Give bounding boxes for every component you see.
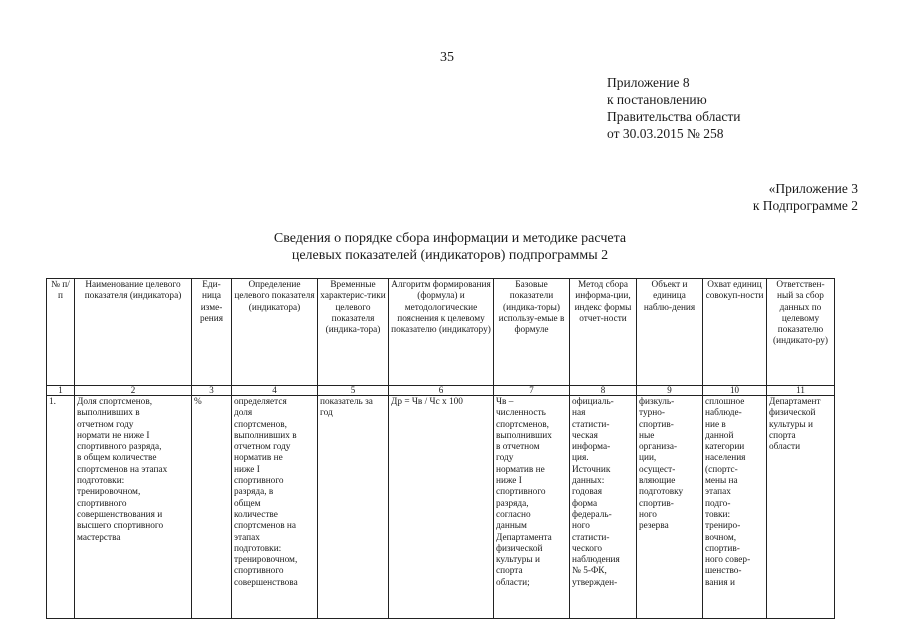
cell-line: наблюдения [572, 555, 620, 566]
cell-line: Источник [572, 464, 611, 475]
cell-line: спортсменов, [496, 419, 549, 430]
cell-line: трениро- [705, 521, 741, 532]
title-line: Сведения о порядке сбора информации и методике расчета [273, 231, 627, 246]
cell-line: разряда, в [234, 487, 274, 498]
cell-line: вочном, [705, 532, 737, 543]
definition [232, 396, 318, 619]
cell-line: ции, [639, 453, 657, 464]
collection-method [570, 396, 637, 619]
cell-line: общем [234, 498, 261, 509]
cell-line: спорта [769, 430, 796, 441]
cell-line: спортивного [234, 476, 284, 487]
cell-line: культуры и [496, 555, 540, 566]
cell-line: численность [496, 408, 546, 419]
cell-line: статисти- [572, 419, 610, 430]
sub-appendix-line: «Приложение 3 [768, 181, 858, 196]
cell-line: выполнивших в [234, 430, 297, 441]
cell-line: спортивного [496, 487, 546, 498]
cell-line: шенство- [705, 566, 742, 577]
column-number: 2 [75, 386, 192, 396]
header-cell-time: Временные характерис-тики целевого показателя (индика-тора) [318, 279, 389, 386]
cell-line: спортивного [77, 498, 127, 509]
unit-text: % [194, 397, 202, 407]
cell-line: спортсменов на этапах [77, 464, 168, 475]
responsible-text [769, 397, 832, 617]
coverage [703, 396, 767, 619]
cell-line: выполнивших в [77, 408, 140, 419]
cell-line: спортивного разряда, [77, 442, 162, 453]
column-number: 7 [494, 386, 570, 396]
cell-line: культуры и [769, 419, 813, 430]
formula [389, 396, 494, 619]
formula-text: Др = Чв / Чс х 100 [391, 397, 463, 407]
cell-line: наблюде- [705, 408, 742, 419]
cell-line: турно- [639, 408, 665, 419]
column-number-row [47, 386, 835, 396]
cell-line: спортив- [705, 543, 740, 554]
cell-line: подготовки: [234, 543, 282, 554]
cell-line: этапах [705, 487, 731, 498]
appendix-line: от 30.03.2015 № 258 [607, 126, 724, 141]
table-row [47, 396, 835, 619]
column-number: 5 [318, 386, 389, 396]
cell-line: ного совер- [705, 555, 751, 566]
cell-line: спортсменов, [234, 419, 287, 430]
cell-line: нормати не ниже I [77, 430, 150, 441]
unit [192, 396, 232, 619]
indicators-table-wrapper [46, 278, 835, 619]
cell-line: в отчетном [496, 442, 540, 453]
cell-line: этапах [234, 532, 260, 543]
object-text [639, 397, 700, 617]
cell-line: ные [639, 430, 655, 441]
cell-line: данной [705, 430, 734, 441]
cell-line: Доля спортсменов, [77, 397, 153, 407]
cell-line: товки: [705, 509, 731, 520]
cell-line: данных: [572, 476, 605, 487]
cell-line: организа- [639, 442, 678, 453]
cell-line: спортив- [639, 498, 674, 509]
header-cell-base: Базовые показатели (индика-торы) использу-емые в формуле [494, 279, 570, 386]
row-number [47, 396, 75, 619]
time-text [320, 397, 386, 617]
cell-line: вляющие [639, 476, 676, 487]
cell-line: ние в [705, 419, 726, 430]
cell-line: высшего спортивного [77, 521, 164, 532]
cell-line: утвержден- [572, 577, 618, 588]
cell-line: спортив- [639, 419, 674, 430]
cell-line: показатель за [320, 397, 373, 407]
cell-line: отчетном году [234, 442, 291, 453]
coverage-text [705, 397, 764, 617]
base-text [496, 397, 567, 617]
cell-line: Департамента [496, 532, 552, 543]
column-number: 3 [192, 386, 232, 396]
cell-line: ного [639, 509, 657, 520]
cell-line: данным [496, 521, 527, 532]
cell-line: физической [769, 408, 816, 419]
header-cell-object: Объект и единица наблю-дения [637, 279, 703, 386]
cell-line: ческая [572, 430, 598, 441]
cell-line: выполнивших [496, 430, 552, 441]
cell-line: тренировочном, [77, 487, 141, 498]
cell-line: подго- [705, 498, 731, 509]
row-number-text: 1. [49, 397, 56, 407]
cell-line: год [320, 408, 333, 419]
cell-line: форма [572, 498, 598, 509]
method-text [572, 397, 634, 617]
indicator-name [75, 396, 192, 619]
appendix-line: Приложение 8 [607, 75, 690, 90]
cell-line: доля [234, 408, 253, 419]
cell-line: спортсменов на [234, 521, 297, 532]
cell-line: Департамент [769, 397, 821, 407]
observation-object [637, 396, 703, 619]
cell-line: резерва [639, 521, 669, 532]
cell-line: сплошное [705, 397, 745, 407]
cell-line: официаль- [572, 397, 614, 407]
responsible [767, 396, 835, 619]
cell-line: мены на [705, 476, 738, 487]
definition-text [234, 397, 315, 617]
cell-line: подготовки: [77, 476, 125, 487]
cell-line: федераль- [572, 509, 612, 520]
header-cell-formula: Алгоритм формирования (формула) и методологические пояснения к целевому показателю (индикатору) [389, 279, 494, 386]
cell-line: норматив не [496, 464, 545, 475]
cell-line: осущест- [639, 464, 676, 475]
page-number: 35 [440, 50, 454, 65]
column-number: 11 [767, 386, 835, 396]
header-row [47, 279, 835, 386]
cell-line: ческого [572, 543, 603, 554]
cell-line: согласно [496, 509, 531, 520]
document-title [200, 230, 700, 264]
cell-line: ниже I [234, 464, 260, 475]
cell-line: количестве [234, 509, 278, 520]
appendix-line: Правительства области [607, 109, 741, 124]
cell-line: физкуль- [639, 397, 675, 407]
cell-line: вания и [705, 577, 735, 588]
cell-line: (спортс- [705, 464, 738, 475]
cell-line: области; [496, 577, 530, 588]
cell-line: спорта [496, 566, 523, 577]
sub-appendix-reference [753, 180, 858, 214]
cell-line: информа- [572, 442, 611, 453]
cell-line: ного [572, 521, 590, 532]
cell-line: разряда, [496, 498, 529, 509]
cell-line: ниже I [496, 476, 522, 487]
cell-line: мастерства [77, 532, 121, 543]
time-characteristics [318, 396, 389, 619]
cell-line: тренировочном, [234, 555, 298, 566]
cell-line: в общем количестве [77, 453, 157, 464]
cell-line: определяется [234, 397, 287, 407]
header-cell-method: Метод сбора информа-ции, индекс формы отчет-ности [570, 279, 637, 386]
cell-line: № 5-ФК, [572, 566, 607, 577]
column-number: 6 [389, 386, 494, 396]
cell-line: норматив не [234, 453, 283, 464]
cell-line: области [769, 442, 801, 453]
cell-line: ция. [572, 453, 589, 464]
base-indicators [494, 396, 570, 619]
cell-line: совершенствования и [77, 509, 163, 520]
cell-line: подготовку [639, 487, 684, 498]
cell-line: годовая [572, 487, 603, 498]
cell-line: населения [705, 453, 746, 464]
cell-line: Чв – [496, 397, 514, 407]
column-number: 9 [637, 386, 703, 396]
header-cell-num: № п/п [47, 279, 75, 386]
cell-line: физической [496, 543, 543, 554]
column-number: 8 [570, 386, 637, 396]
column-number: 10 [703, 386, 767, 396]
indicators-table [46, 278, 835, 619]
header-cell-responsible: Ответствен-ный за сбор данных по целевому показателю (индикато-ру) [767, 279, 835, 386]
cell-line: отчетном году [77, 419, 134, 430]
cell-line: категории [705, 442, 745, 453]
sub-appendix-line: к Подпрограмме 2 [752, 198, 858, 213]
header-cell-unit: Еди-ница изме-рения [192, 279, 232, 386]
cell-line: совершенствова [234, 577, 298, 588]
appendix-line: к постановлению [607, 92, 707, 107]
column-number: 1 [47, 386, 75, 396]
appendix-reference [607, 74, 740, 142]
column-number: 4 [232, 386, 318, 396]
cell-line: спортивного [234, 566, 284, 577]
indicator-name-text [77, 397, 189, 617]
cell-line: статисти- [572, 532, 610, 543]
title-line: целевых показателей (индикаторов) подпрограммы 2 [291, 248, 609, 263]
header-cell-definition: Определение целевого показателя (индикатора) [232, 279, 318, 386]
cell-line: ная [572, 408, 586, 419]
cell-line: году [496, 453, 514, 464]
header-cell-name: Наименование целевого показателя (индикатора) [75, 279, 192, 386]
header-cell-coverage: Охват единиц совокуп-ности [703, 279, 767, 386]
